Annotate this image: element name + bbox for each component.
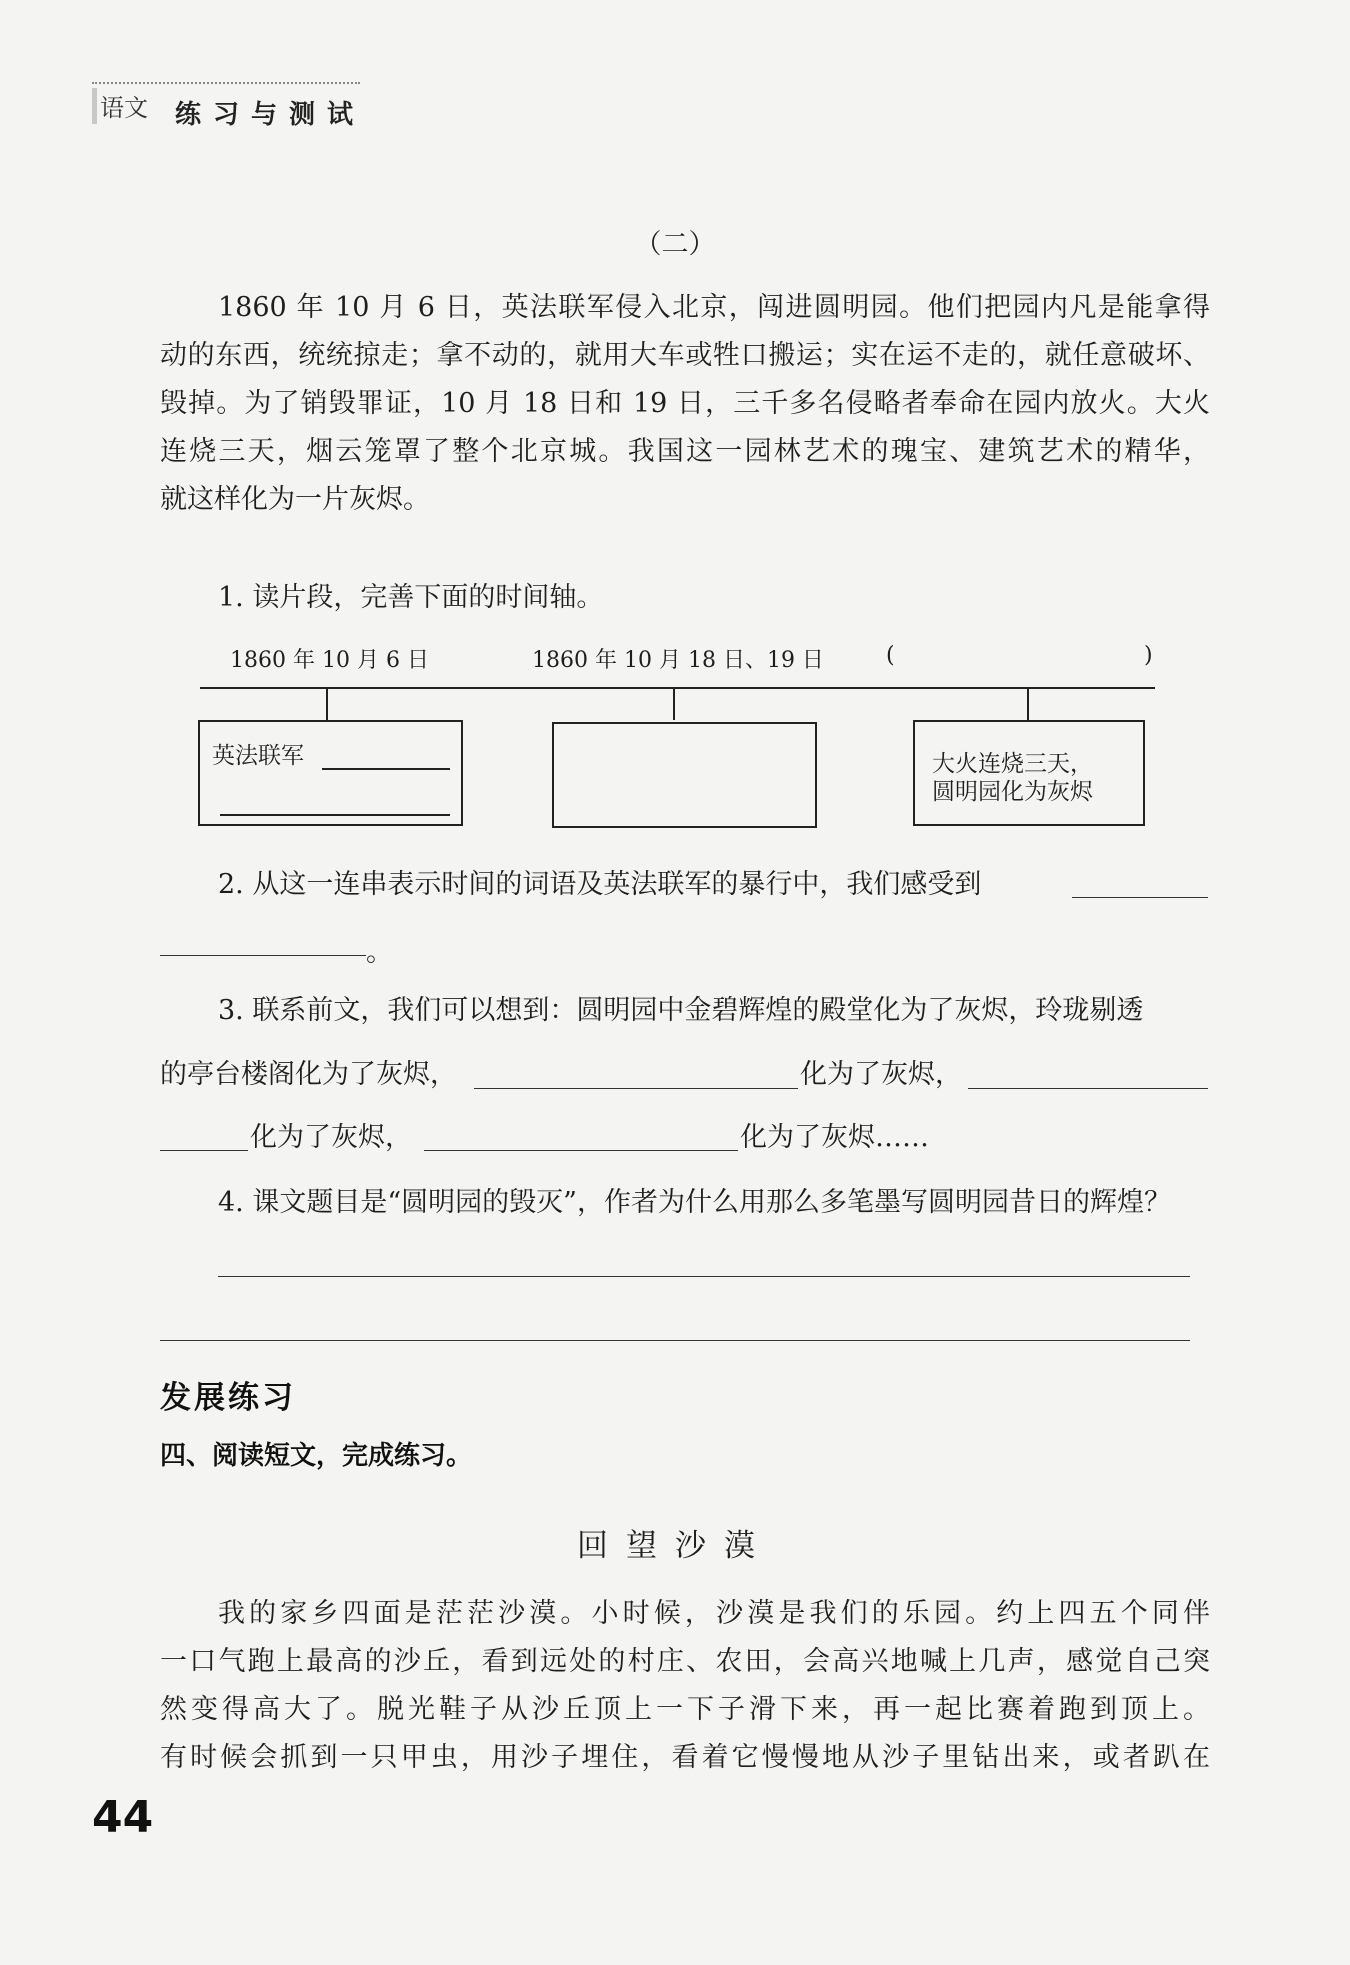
q2-prompt: 2. 从这一连串表示时间的词语及英法联军的暴行中，我们感受到 <box>218 869 982 900</box>
q3-answer-blank-2[interactable] <box>968 1088 1208 1089</box>
section-heading: （二） <box>634 229 716 260</box>
q4-answer-line-1[interactable] <box>218 1276 1190 1277</box>
q1-prompt: 1. 读片段，完善下面的时间轴。 <box>218 582 604 613</box>
story-line: 一口气跑上最高的沙丘，看到远处的村庄、农田，会高兴地喊上几声，感觉自己突 <box>160 1646 1210 1677</box>
story-line: 有时候会抓到一只甲虫，用沙子埋住，看着它慢慢地从沙子里钻出来，或者趴在 <box>160 1742 1210 1773</box>
timeline-date-3-close: ) <box>1144 643 1153 668</box>
story-line: 我的家乡四面是茫茫沙漠。小时候，沙漠是我们的乐园。约上四五个同伴 <box>218 1598 1210 1629</box>
page-number: 44 <box>92 1792 154 1843</box>
timeline-box-3-line-2: 圆明园化为灰烬 <box>932 779 1093 805</box>
story-passage <box>160 1590 1210 1782</box>
q2-answer-blank-1[interactable] <box>1072 897 1208 898</box>
q2-answer-blank-2[interactable] <box>160 955 366 956</box>
header-dotted-rule <box>92 82 360 84</box>
header-subject: 语文 <box>100 94 148 122</box>
passage-line: 1860 年 10 月 6 日，英法联军侵入北京，闯进圆明园。他们把园内凡是能拿得 <box>218 292 1210 323</box>
timeline-box-1 <box>198 720 463 826</box>
timeline-date-1: 1860 年 10 月 6 日 <box>230 648 429 673</box>
header-accent-bar <box>92 88 97 124</box>
q3-answer-blank-2-cont[interactable] <box>160 1150 248 1151</box>
passage-line: 连烧三天，烟云笼罩了整个北京城。我国这一园林艺术的瑰宝、建筑艺术的精华， <box>160 436 1210 467</box>
q4-answer-line-2[interactable] <box>160 1340 1190 1341</box>
story-line: 然变得高大了。脱光鞋子从沙丘顶上一下子滑下来，再一起比赛着跑到顶上。 <box>160 1694 1210 1725</box>
passage-line: 毁掉。为了销毁罪证，10 月 18 日和 19 日，三千多名侵略者奉命在园内放火。大火 <box>160 388 1210 419</box>
development-section-title: 发展练习 <box>160 1380 296 1416</box>
q3-line-2-mid: 化为了灰烬， <box>800 1059 962 1090</box>
timeline-date-2: 1860 年 10 月 18 日、19 日 <box>532 648 824 673</box>
q3-line-2-start: 的亭台楼阁化为了灰烬， <box>160 1059 457 1090</box>
timeline-tick <box>1027 688 1029 720</box>
passage-line: 动的东西，统统掠走；拿不动的，就用大车或牲口搬运；实在运不走的，就任意破坏、 <box>160 340 1210 371</box>
timeline-box-2[interactable] <box>552 722 817 828</box>
timeline-tick <box>673 688 675 720</box>
timeline-box-1-blank-2[interactable] <box>220 814 450 816</box>
timeline-date-3-open: ( <box>886 643 895 668</box>
passage <box>160 284 1210 524</box>
timeline-box-3-line-1: 大火连烧三天， <box>932 751 1093 777</box>
q3-line-3-a: 化为了灰烬， <box>250 1122 412 1153</box>
timeline-axis <box>200 687 1155 689</box>
story-title: 回望沙漠 <box>577 1528 773 1564</box>
q2-end-mark: 。 <box>366 937 393 968</box>
timeline-box-1-blank-1[interactable] <box>322 768 450 770</box>
q3-line-3-b: 化为了灰烬…… <box>740 1122 929 1153</box>
timeline-tick <box>326 688 328 720</box>
development-instruction: 四、阅读短文，完成练习。 <box>160 1441 473 1471</box>
q4-prompt: 4. 课文题目是“圆明园的毁灭”，作者为什么用那么多笔墨写圆明园昔日的辉煌？ <box>218 1187 1171 1218</box>
timeline-box-1-text: 英法联军 <box>212 743 304 769</box>
q3-answer-blank-3[interactable] <box>424 1150 738 1151</box>
q3-answer-blank-1[interactable] <box>474 1088 798 1089</box>
header-book-title: 练习与测试 <box>175 100 366 130</box>
passage-line: 就这样化为一片灰烬。 <box>160 484 430 515</box>
q3-line-1: 3. 联系前文，我们可以想到：圆明园中金碧辉煌的殿堂化为了灰烬，玲珑剔透 <box>218 995 1144 1026</box>
